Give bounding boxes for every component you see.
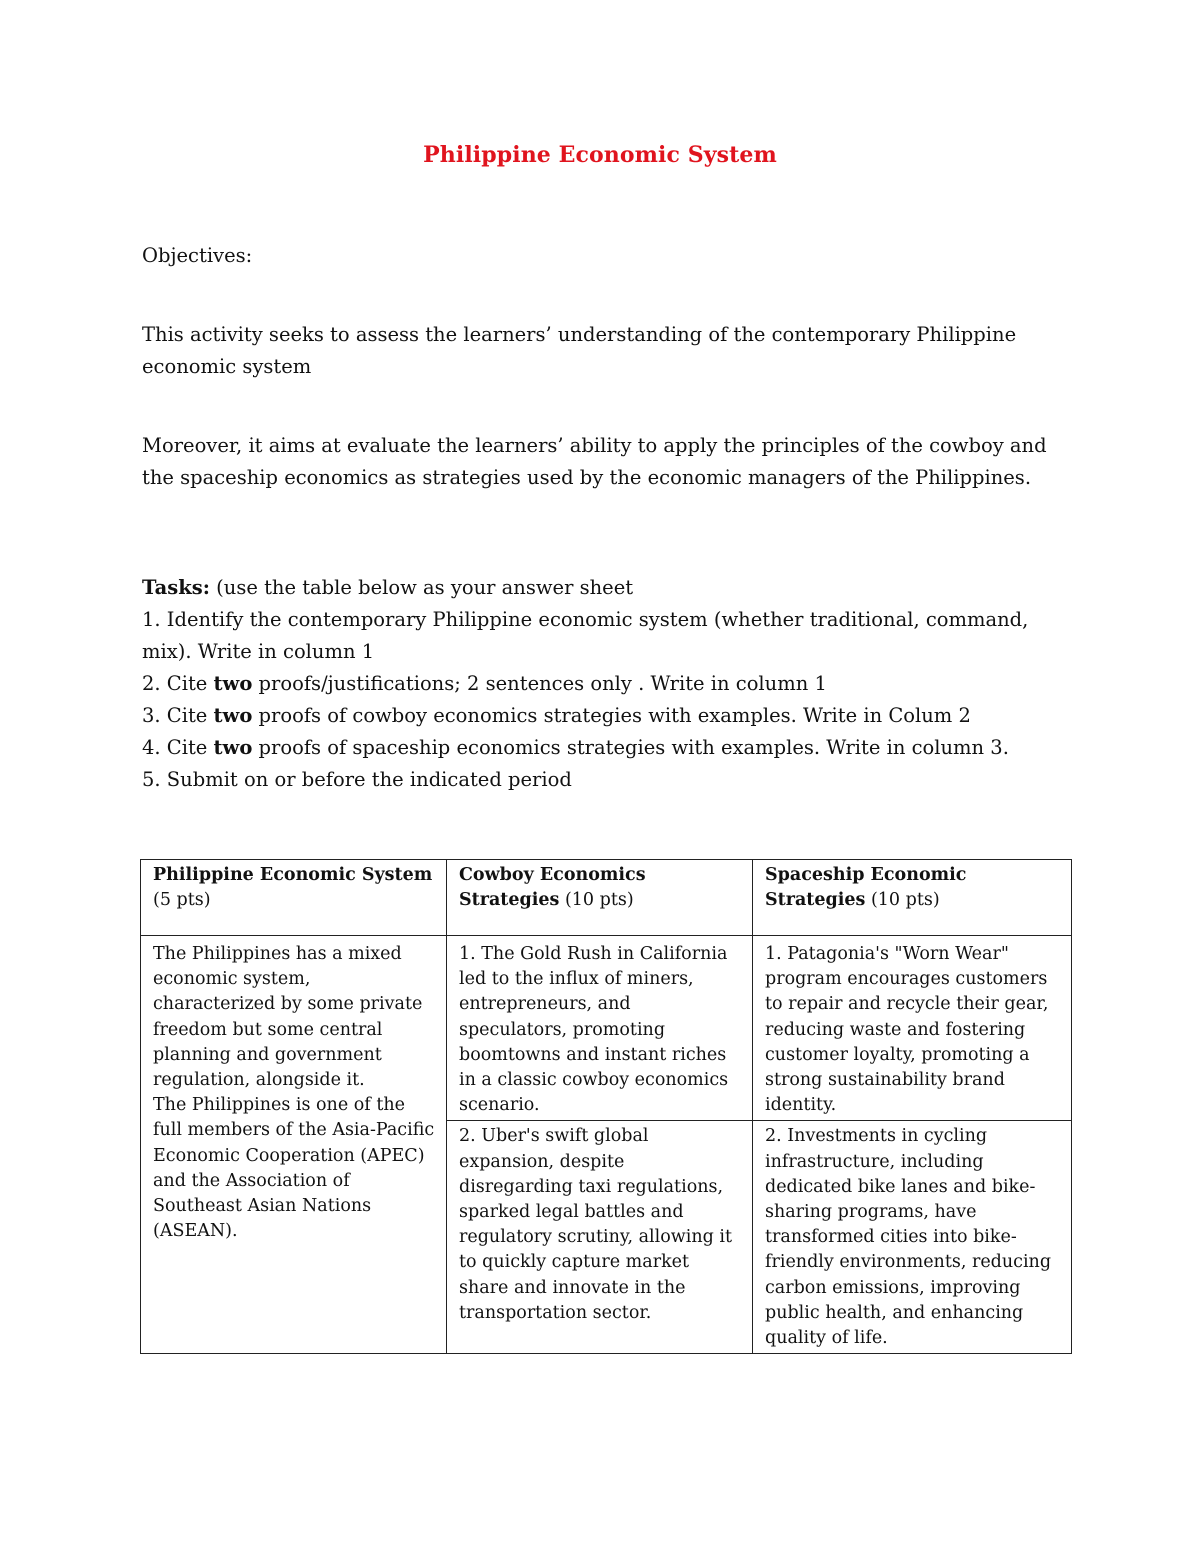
economic-system-answer-2: The Philippines is one of the full members of the Asia-Pacific Economic Cooperation (APEC) and the Association of Southeast Asian Nations (ASEAN).	[153, 1095, 435, 1242]
header-2-points: (10 pts)	[564, 890, 634, 911]
task-item-3-post: proofs of cowboy economics strategies with examples. Write in Colum 2	[252, 704, 971, 727]
header-philippine-economic-system	[141, 860, 447, 936]
task-item-2-post: proofs/justifications; 2 sentences only . Write in column 1	[252, 672, 827, 695]
header-3-points: (10 pts)	[870, 890, 940, 911]
header-3-title: Spaceship Economic Strategies	[765, 865, 967, 911]
tasks-heading	[142, 572, 1062, 604]
table-row	[141, 936, 1072, 1121]
objective-paragraph-1: This activity seeks to assess the learners’ understanding of the contemporary Philippine economic system	[142, 323, 1017, 378]
task-item-2-emphasis: two	[213, 672, 253, 695]
header-1-points: (5 pts)	[153, 890, 211, 911]
task-item-3	[142, 700, 1062, 732]
task-item-4-post: proofs of spaceship economics strategies with examples. Write in column 3.	[252, 736, 1009, 759]
answer-table	[140, 859, 1072, 1354]
economic-system-answer-1: The Philippines has a mixed economic system, characterized by some private freedom but some central planning and government regulation, alongside it.	[153, 944, 423, 1091]
task-item-2	[142, 668, 1062, 700]
task-item-3-pre: 3. Cite	[142, 704, 214, 727]
cell-cowboy-2: 2. Uber's swift global expansion, despite disregarding taxi regulations, sparked legal battles and regulatory scrutiny, allowing it to quickly capture market share and innovate in the transportation sector.	[447, 1121, 753, 1354]
task-item-1: 1. Identify the contemporary Philippine economic system (whether traditional, command, mix). Write in column 1	[142, 608, 1029, 663]
task-item-4-emphasis: two	[213, 736, 253, 759]
task-item-5: 5. Submit on or before the indicated period	[142, 768, 572, 791]
cell-spaceship-2: 2. Investments in cycling infrastructure, including dedicated bike lanes and bike-sharing programs, have transformed cities into bike-friendly environments, reducing carbon emissions, improving public health, and enhancing quality of life.	[753, 1121, 1072, 1354]
tasks-section	[142, 572, 1062, 796]
header-cowboy-economics	[447, 860, 753, 936]
header-1-title: Philippine Economic System	[153, 865, 433, 885]
cell-spaceship-1: 1. Patagonia's "Worn Wear" program encourages customers to repair and recycle their gear, reducing waste and fostering customer loyalty, promoting a strong sustainability brand identity.	[753, 936, 1072, 1121]
header-2-title: Cowboy Economics Strategies	[459, 865, 646, 911]
answer-table-header-row	[141, 860, 1072, 936]
header-spaceship-economics	[753, 860, 1072, 936]
tasks-label: Tasks:	[142, 576, 210, 599]
cell-cowboy-1: 1. The Gold Rush in California led to the influx of miners, entrepreneurs, and speculators, promoting boomtowns and instant riches in a classic cowboy economics scenario.	[447, 936, 753, 1121]
tasks-intro: (use the table below as your answer sheet	[216, 576, 634, 599]
objective-paragraph-2: Moreover, it aims at evaluate the learners’ ability to apply the principles of the cowboy and the spaceship economics as strategies used by the economic managers of the Philippines.	[142, 434, 1047, 489]
objectives-label: Objectives:	[142, 244, 253, 267]
task-item-4-pre: 4. Cite	[142, 736, 214, 759]
task-item-3-emphasis: two	[213, 704, 253, 727]
document-title: Philippine Economic System	[423, 142, 777, 168]
task-item-4	[142, 732, 1062, 764]
cell-economic-system	[141, 936, 447, 1354]
task-item-2-pre: 2. Cite	[142, 672, 214, 695]
